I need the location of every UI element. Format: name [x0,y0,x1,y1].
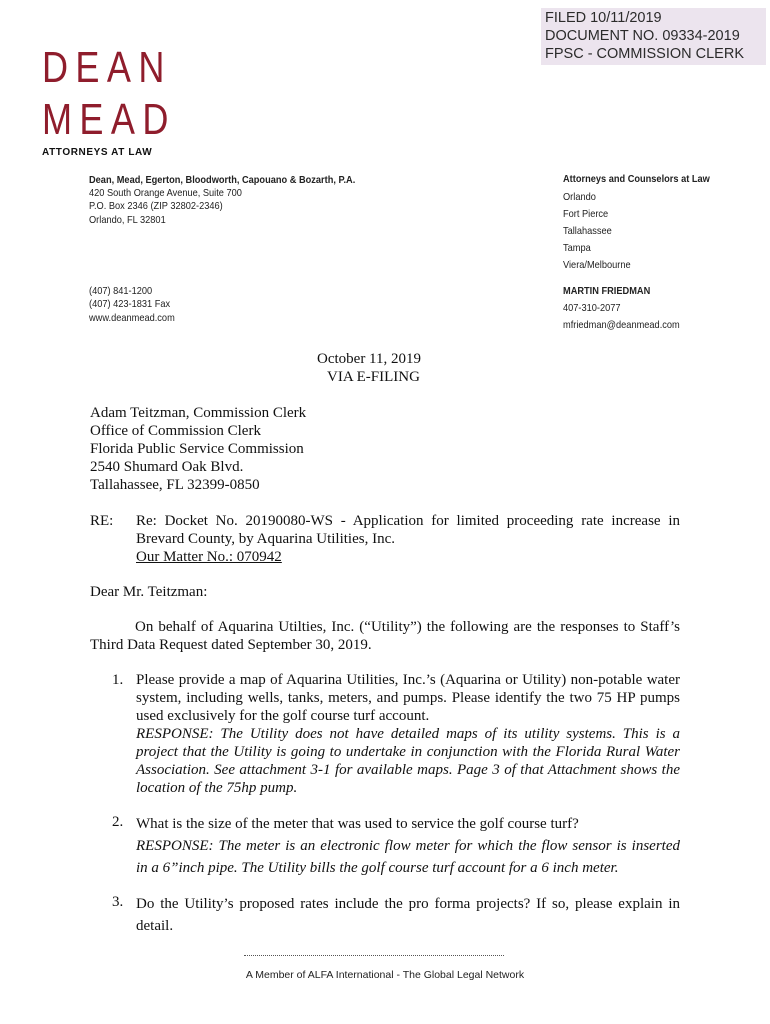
office-item: Orlando [563,191,596,203]
response-line: Association. See attachment 3-1 for available maps. Page 3 of that Attachment shows the [136,762,680,778]
stamp-document-no: DOCUMENT NO. 09334-2019 [545,28,740,44]
footer-text: A Member of ALFA International - The Global Legal Network [245,969,525,981]
filing-stamp [541,8,766,65]
office-item: Viera/Melbourne [563,259,631,271]
stamp-filed: FILED 10/11/2019 [545,10,662,26]
firm-name: Dean, Mead, Egerton, Bloodworth, Capouano & Bozarth, P.A. [89,174,356,186]
response-line: RESPONSE: The meter is an electronic flow meter for which the flow sensor is inserted [136,838,680,854]
office-item: Tampa [563,242,591,254]
question-line: What is the size of the meter that was used to service the golf course turf? [136,816,579,832]
question-line: detail. [136,918,174,934]
firm-phone: (407) 841-1200 [89,285,153,297]
office-item: Fort Pierce [563,208,609,220]
letter-delivery-method: VIA E-FILING [327,369,420,385]
firm-fax: (407) 423-1831 Fax [89,298,171,310]
response-line: project that the Utility is going to undertake in conjunction with the Florida Rural Water [136,744,680,760]
item-3 [136,893,680,937]
item-2 [136,813,680,879]
question-line: system, including wells, tanks, meters, and pumps. Please identify the two 75 HP pumps [136,690,680,706]
logo-dean: DEAN [42,43,172,92]
recipient-line: Florida Public Service Commission [90,441,304,457]
intro-line: Third Data Request dated September 30, 2019. [90,637,372,653]
office-item: Tallahassee [563,225,612,237]
response-line: in a 6”inch pipe. The Utility bills the golf course turf account for a 6 inch meter. [136,860,619,876]
question-line: used exclusively for the golf course turf account. [136,708,430,724]
item-number: 2. [112,814,124,830]
item-number: 1. [112,672,124,688]
intro-line: On behalf of Aquarina Utilties, Inc. (“Utility”) the following are the responses to Staff’s [135,619,680,635]
re-line: Re: Docket No. 20190080-WS - Application for limited proceeding rate increase in [136,513,680,529]
recipient-address [90,404,306,494]
stamp-clerk: FPSC - COMMISSION CLERK [545,46,744,62]
letter-date: October 11, 2019 [317,351,422,367]
response-line: location of the 75hp pump. [136,780,298,796]
question-line: Do the Utility’s proposed rates include the pro forma projects? If so, please explain in [136,896,680,912]
logo-tagline: ATTORNEYS AT LAW [42,147,153,158]
recipient-line: 2540 Shumard Oak Blvd. [90,459,244,475]
re-line: Brevard County, by Aquarina Utilities, Inc. [136,531,395,547]
recipient-line: Office of Commission Clerk [90,423,261,439]
attorney-name: MARTIN FRIEDMAN [563,285,651,297]
offices-heading: Attorneys and Counselors at Law [563,173,710,185]
firm-address-2: P.O. Box 2346 (ZIP 32802-2346) [89,200,223,212]
salutation: Dear Mr. Teitzman: [90,584,208,600]
question-line: Please provide a map of Aquarina Utilities, Inc.’s (Aquarina or Utility) non-potable water [136,672,680,688]
recipient-line: Tallahassee, FL 32399-0850 [90,477,260,493]
logo-mead: MEAD [42,95,176,144]
firm-address-1: 420 South Orange Avenue, Suite 700 [89,187,242,199]
re-subject [136,512,680,566]
response-line: RESPONSE: The Utility does not have detailed maps of its utility systems. This is a [136,726,680,742]
item-number: 3. [112,894,124,910]
attorney-email: mfriedman@deanmead.com [563,319,680,331]
firm-website: www.deanmead.com [89,312,175,324]
re-label: RE: [90,513,114,529]
intro-paragraph [90,618,680,654]
attorney-phone: 407-310-2077 [563,302,621,314]
footer-divider [244,955,504,956]
firm-address-3: Orlando, FL 32801 [89,214,166,226]
recipient-line: Adam Teitzman, Commission Clerk [90,405,307,421]
item-1 [136,671,680,797]
matter-number: Our Matter No.: 070942 [136,549,282,565]
